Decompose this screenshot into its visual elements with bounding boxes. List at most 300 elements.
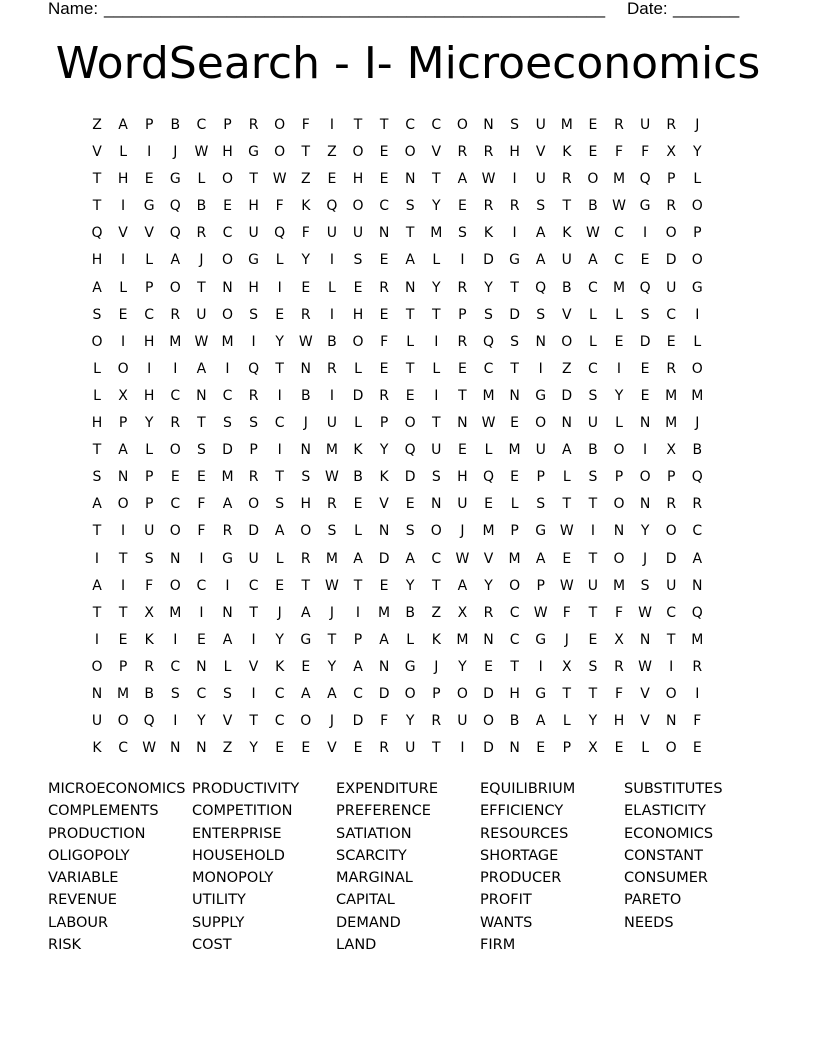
grid-cell: E xyxy=(301,658,311,675)
grid-cell: H xyxy=(117,171,129,188)
grid-cell: Z xyxy=(562,360,572,377)
grid-cell: T xyxy=(275,360,284,377)
grid-cell: I xyxy=(277,279,282,296)
grid-cell: X xyxy=(457,604,468,621)
grid-cell: F xyxy=(641,144,650,161)
grid-cell: R xyxy=(379,740,389,757)
grid-cell: B xyxy=(692,442,703,459)
grid-cell: C xyxy=(431,550,442,567)
grid-cell: S xyxy=(249,306,259,323)
grid-cell: X xyxy=(666,144,676,161)
grid-cell: R xyxy=(509,198,520,215)
grid-cell: I xyxy=(434,387,439,404)
grid-cell: N xyxy=(431,496,442,513)
grid-cell: Y xyxy=(249,740,258,757)
grid-cell: M xyxy=(612,577,626,594)
grid-cell: N xyxy=(509,740,520,757)
grid-cell: M xyxy=(560,117,573,133)
grid-cell: M xyxy=(169,604,182,621)
grid-cell: E xyxy=(379,171,389,188)
grid-cell: N xyxy=(196,387,207,404)
word-column xyxy=(336,778,480,956)
grid-cell: C xyxy=(222,387,233,404)
grid-cell: I xyxy=(460,740,465,757)
grid-cell: J xyxy=(695,415,700,432)
word-item: ELASTICITY xyxy=(624,803,706,820)
grid-cell: E xyxy=(640,252,650,269)
grid-cell: Q xyxy=(143,713,155,730)
grid-cell: M xyxy=(325,550,338,567)
word-item: LABOUR xyxy=(48,914,109,931)
grid-cell: U xyxy=(248,550,259,567)
grid-cell: I xyxy=(173,713,178,730)
grid-cell: L xyxy=(615,415,623,432)
grid-cell: O xyxy=(91,658,103,675)
grid-cell: A xyxy=(535,713,546,730)
grid-cell: M xyxy=(691,631,704,648)
grid-cell: C xyxy=(248,577,259,594)
grid-cell: E xyxy=(275,577,285,594)
grid-cell: D xyxy=(352,713,364,730)
grid-cell: Y xyxy=(432,198,441,215)
word-item: WANTS xyxy=(480,914,533,931)
grid-cell: Y xyxy=(640,523,650,540)
grid-cell: Y xyxy=(275,333,284,350)
letter-grid xyxy=(84,112,734,762)
grid-cell: B xyxy=(588,198,598,215)
word-item: SHORTAGE xyxy=(480,847,559,864)
grid-cell: V xyxy=(535,144,546,161)
name-blank: _____________________________________________________ xyxy=(104,0,606,18)
grid-cell: S xyxy=(457,225,467,242)
grid-cell: E xyxy=(379,306,389,323)
grid-cell: D xyxy=(483,740,494,757)
grid-cell: O xyxy=(404,415,416,432)
grid-cell: U xyxy=(535,171,546,188)
grid-cell: L xyxy=(406,333,415,350)
grid-cell: T xyxy=(92,171,102,188)
grid-cell: I xyxy=(173,360,178,377)
date-blank: _______ xyxy=(673,0,740,18)
grid-cell: A xyxy=(588,252,598,269)
grid-cell: R xyxy=(222,523,233,540)
grid-cell: G xyxy=(535,631,547,648)
grid-cell: M xyxy=(325,442,338,459)
grid-cell: T xyxy=(510,658,519,675)
grid-cell: J xyxy=(643,550,648,567)
grid-cell: E xyxy=(353,496,363,513)
grid-cell: F xyxy=(614,144,624,161)
grid-cell: C xyxy=(509,631,520,648)
grid-cell: Q xyxy=(535,279,547,296)
grid-cell: J xyxy=(277,604,282,621)
grid-cell: E xyxy=(457,360,467,377)
grid-row xyxy=(84,220,734,247)
grid-cell: A xyxy=(535,225,546,242)
grid-cell: S xyxy=(275,496,285,513)
grid-cell: C xyxy=(274,713,285,730)
grid-cell: F xyxy=(380,713,389,730)
grid-cell: U xyxy=(666,279,677,296)
grid-cell: S xyxy=(92,306,102,323)
grid-cell: P xyxy=(379,415,389,432)
grid-cell: Z xyxy=(222,740,233,757)
word-item: OLIGOPOLY xyxy=(48,847,130,864)
grid-row xyxy=(84,139,734,166)
grid-cell: T xyxy=(92,442,102,459)
grid-cell: D xyxy=(352,387,364,404)
grid-cell: R xyxy=(300,550,311,567)
grid-cell: O xyxy=(300,523,312,540)
grid-cell: T xyxy=(666,631,676,648)
grid-row xyxy=(84,600,734,627)
grid-cell: S xyxy=(588,469,598,486)
grid-cell: S xyxy=(431,469,441,486)
grid-cell: T xyxy=(92,523,102,540)
grid-cell: F xyxy=(301,117,310,133)
grid-cell: J xyxy=(329,713,334,730)
grid-cell: M xyxy=(169,333,182,350)
grid-cell: O xyxy=(117,496,129,513)
grid-cell: T xyxy=(249,171,258,188)
grid-cell: I xyxy=(329,252,334,269)
grid-cell: I xyxy=(538,658,543,675)
grid-cell: G xyxy=(404,658,416,675)
grid-cell: E xyxy=(353,279,363,296)
grid-cell: R xyxy=(666,117,677,133)
grid-cell: F xyxy=(145,577,154,594)
grid-cell: Y xyxy=(327,658,337,675)
grid-cell: S xyxy=(536,306,546,323)
grid-cell: S xyxy=(170,685,180,702)
word-item: COST xyxy=(192,937,232,954)
grid-cell: T xyxy=(353,117,363,133)
grid-cell: L xyxy=(119,279,127,296)
grid-cell: V xyxy=(248,658,259,675)
grid-row xyxy=(84,546,734,573)
grid-cell: O xyxy=(456,685,468,702)
grid-cell: O xyxy=(221,252,234,269)
grid-cell: L xyxy=(641,740,649,757)
word-column xyxy=(480,778,624,956)
grid-cell: N xyxy=(196,658,207,675)
grid-cell: A xyxy=(457,577,468,594)
word-item: COMPETITION xyxy=(192,803,293,820)
grid-cell: L xyxy=(275,252,284,269)
grid-cell: O xyxy=(169,442,181,459)
grid-cell: I xyxy=(94,631,100,648)
grid-cell: H xyxy=(248,198,259,215)
grid-cell: I xyxy=(329,387,334,404)
grid-cell: O xyxy=(430,523,442,540)
word-item: FIRM xyxy=(480,937,516,954)
grid-cell: H xyxy=(509,144,520,161)
grid-cell: P xyxy=(118,658,128,675)
word-item: SUPPLY xyxy=(192,914,245,931)
grid-cell: U xyxy=(587,577,599,594)
grid-cell: K xyxy=(562,144,572,161)
grid-row xyxy=(84,681,734,708)
grid-cell: O xyxy=(691,360,703,377)
page-title: WordSearch - I- Microeconomics xyxy=(55,38,761,89)
grid-cell: P xyxy=(249,442,258,459)
grid-cell: P xyxy=(458,306,467,323)
grid-cell: I xyxy=(121,252,126,269)
grid-cell: W xyxy=(585,225,600,242)
grid-cell: L xyxy=(145,442,154,459)
grid-cell: P xyxy=(536,577,545,594)
grid-cell: B xyxy=(327,333,337,350)
grid-cell: A xyxy=(222,496,233,513)
grid-cell: K xyxy=(379,469,389,486)
grid-cell: S xyxy=(405,523,415,540)
grid-cell: T xyxy=(510,360,519,377)
grid-cell: A xyxy=(457,171,468,188)
grid-cell: D xyxy=(509,306,520,323)
grid-cell: V xyxy=(92,144,102,161)
grid-cell: N xyxy=(613,523,625,540)
grid-cell: X xyxy=(614,631,624,648)
grid-cell: B xyxy=(144,685,154,702)
grid-cell: E xyxy=(510,415,520,432)
grid-cell: H xyxy=(352,171,364,188)
grid-cell: R xyxy=(614,117,624,133)
grid-cell: I xyxy=(121,333,126,350)
grid-cell: P xyxy=(536,469,545,486)
grid-cell: P xyxy=(353,631,363,648)
grid-cell: U xyxy=(639,117,651,133)
grid-cell: O xyxy=(274,144,286,161)
grid-cell: T xyxy=(432,415,441,432)
grid-cell: P xyxy=(693,225,702,242)
grid-cell: K xyxy=(562,225,572,242)
grid-cell: Z xyxy=(92,117,102,133)
grid-cell: A xyxy=(535,550,546,567)
word-item: ENTERPRISE xyxy=(192,825,282,842)
grid-cell: I xyxy=(277,442,282,459)
grid-cell: C xyxy=(196,117,207,133)
grid-cell: O xyxy=(221,306,234,323)
grid-cell: I xyxy=(225,577,230,594)
grid-cell: B xyxy=(300,387,311,404)
grid-cell: N xyxy=(457,415,468,432)
grid-cell: A xyxy=(301,685,311,702)
grid-cell: M xyxy=(508,442,521,459)
grid-cell: C xyxy=(353,685,363,702)
grid-cell: O xyxy=(665,685,677,702)
grid-cell: O xyxy=(639,469,651,486)
grid-cell: U xyxy=(457,713,468,730)
grid-cell: T xyxy=(249,713,258,730)
grid-cell: R xyxy=(379,387,389,404)
grid-cell: F xyxy=(301,225,310,242)
grid-cell: E xyxy=(379,252,389,269)
grid-cell: D xyxy=(639,333,651,350)
grid-row xyxy=(84,275,734,302)
grid-cell: S xyxy=(353,252,363,269)
grid-cell: A xyxy=(196,360,207,377)
word-item: COMPLEMENTS xyxy=(48,803,159,820)
grid-cell: R xyxy=(379,279,389,296)
grid-cell: X xyxy=(144,604,154,621)
grid-cell: N xyxy=(483,117,494,133)
grid-cell: S xyxy=(484,306,493,323)
word-item: LAND xyxy=(336,937,377,954)
grid-row xyxy=(84,464,734,491)
grid-cell: L xyxy=(562,469,571,486)
grid-cell: N xyxy=(692,577,703,594)
grid-cell: J xyxy=(173,144,178,161)
grid-row xyxy=(84,708,734,735)
grid-row xyxy=(84,247,734,274)
grid-cell: V xyxy=(640,713,650,730)
grid-cell: S xyxy=(223,415,232,432)
grid-cell: R xyxy=(170,415,181,432)
grid-row xyxy=(84,518,734,545)
grid-row xyxy=(84,654,734,681)
grid-cell: D xyxy=(248,523,259,540)
grid-cell: O xyxy=(587,171,599,188)
grid-cell: W xyxy=(612,198,626,215)
grid-cell: R xyxy=(170,306,181,323)
grid-cell: W xyxy=(481,415,496,432)
grid-cell: I xyxy=(199,550,204,567)
grid-cell: L xyxy=(197,171,206,188)
grid-cell: Q xyxy=(169,198,181,215)
grid-cell: F xyxy=(380,333,389,350)
grid-cell: V xyxy=(118,225,128,242)
word-item: SUBSTITUTES xyxy=(624,781,723,797)
grid-cell: V xyxy=(379,496,389,513)
grid-cell: I xyxy=(225,360,230,377)
grid-cell: O xyxy=(613,550,625,567)
word-item: REVENUE xyxy=(48,892,117,909)
grid-cell: S xyxy=(92,469,102,486)
grid-cell: V xyxy=(222,713,233,730)
grid-cell: C xyxy=(431,117,442,133)
grid-cell: O xyxy=(352,333,364,350)
word-item: MARGINAL xyxy=(336,870,413,887)
grid-cell: Q xyxy=(91,225,103,242)
grid-cell: B xyxy=(588,442,598,459)
grid-cell: B xyxy=(353,469,363,486)
grid-cell: E xyxy=(536,740,546,757)
grid-cell: T xyxy=(510,279,519,296)
grid-cell: K xyxy=(275,658,285,675)
grid-cell: R xyxy=(457,144,468,161)
grid-cell: K xyxy=(92,740,102,757)
grid-cell: Q xyxy=(248,360,260,377)
grid-cell: Q xyxy=(639,279,651,296)
grid-row xyxy=(84,302,734,329)
grid-cell: E xyxy=(170,469,180,486)
grid-cell: T xyxy=(197,415,206,432)
grid-cell: R xyxy=(327,496,337,513)
grid-cell: O xyxy=(613,496,625,513)
grid-cell: D xyxy=(665,252,677,269)
grid-cell: K xyxy=(301,198,311,215)
grid-cell: U xyxy=(248,225,259,242)
grid-cell: S xyxy=(223,685,232,702)
grid-cell: E xyxy=(301,740,311,757)
grid-cell: H xyxy=(300,496,312,513)
word-item: RISK xyxy=(48,937,82,954)
grid-cell: J xyxy=(564,631,569,648)
grid-cell: S xyxy=(196,442,206,459)
grid-cell: A xyxy=(327,685,337,702)
grid-cell: E xyxy=(640,387,650,404)
grid-row xyxy=(84,193,734,220)
word-item: HOUSEHOLD xyxy=(192,847,285,864)
grid-cell: S xyxy=(510,117,520,133)
grid-cell: M xyxy=(508,550,521,567)
grid-cell: S xyxy=(405,198,415,215)
grid-row xyxy=(84,735,734,762)
grid-cell: S xyxy=(588,658,598,675)
grid-cell: A xyxy=(170,252,181,269)
word-item: MONOPOLY xyxy=(192,870,274,887)
grid-cell: R xyxy=(248,117,259,133)
grid-cell: I xyxy=(434,333,439,350)
grid-row xyxy=(84,410,734,437)
grid-cell: G xyxy=(535,685,547,702)
grid-cell: O xyxy=(665,225,677,242)
grid-cell: X xyxy=(588,740,598,757)
grid-cell: D xyxy=(404,469,416,486)
grid-cell: L xyxy=(354,360,362,377)
grid-cell: G xyxy=(691,279,703,296)
grid-cell: U xyxy=(405,740,416,757)
grid-cell: Y xyxy=(301,252,311,269)
grid-cell: O xyxy=(352,198,364,215)
grid-cell: Y xyxy=(379,442,389,459)
grid-cell: A xyxy=(692,550,703,567)
grid-cell: H xyxy=(143,333,155,350)
grid-row xyxy=(84,627,734,654)
grid-cell: T xyxy=(301,577,311,594)
grid-cell: I xyxy=(512,225,517,242)
grid-cell: F xyxy=(562,604,571,621)
grid-cell: T xyxy=(562,496,572,513)
grid-cell: C xyxy=(379,198,389,215)
grid-cell: V xyxy=(562,306,572,323)
grid-cell: S xyxy=(640,577,650,594)
grid-cell: G xyxy=(509,252,521,269)
grid-cell: B xyxy=(196,198,207,215)
grid-cell: S xyxy=(301,469,311,486)
grid-cell: E xyxy=(379,360,389,377)
grid-cell: U xyxy=(144,523,155,540)
grid-cell: E xyxy=(692,740,702,757)
grid-cell: I xyxy=(643,442,648,459)
grid-cell: I xyxy=(512,171,517,188)
grid-cell: R xyxy=(692,496,703,513)
grid-cell: M xyxy=(430,225,443,242)
grid-cell: L xyxy=(693,171,702,188)
grid-cell: N xyxy=(404,171,416,188)
grid-cell: P xyxy=(144,117,154,133)
grid-cell: S xyxy=(144,550,154,567)
grid-cell: W xyxy=(194,144,209,161)
grid-cell: P xyxy=(144,279,154,296)
grid-cell: E xyxy=(405,496,415,513)
grid-cell: V xyxy=(483,550,494,567)
grid-cell: R xyxy=(327,360,337,377)
grid-cell: Z xyxy=(431,604,442,621)
grid-cell: E xyxy=(196,469,206,486)
grid-cell: N xyxy=(404,279,416,296)
grid-cell: O xyxy=(535,415,547,432)
